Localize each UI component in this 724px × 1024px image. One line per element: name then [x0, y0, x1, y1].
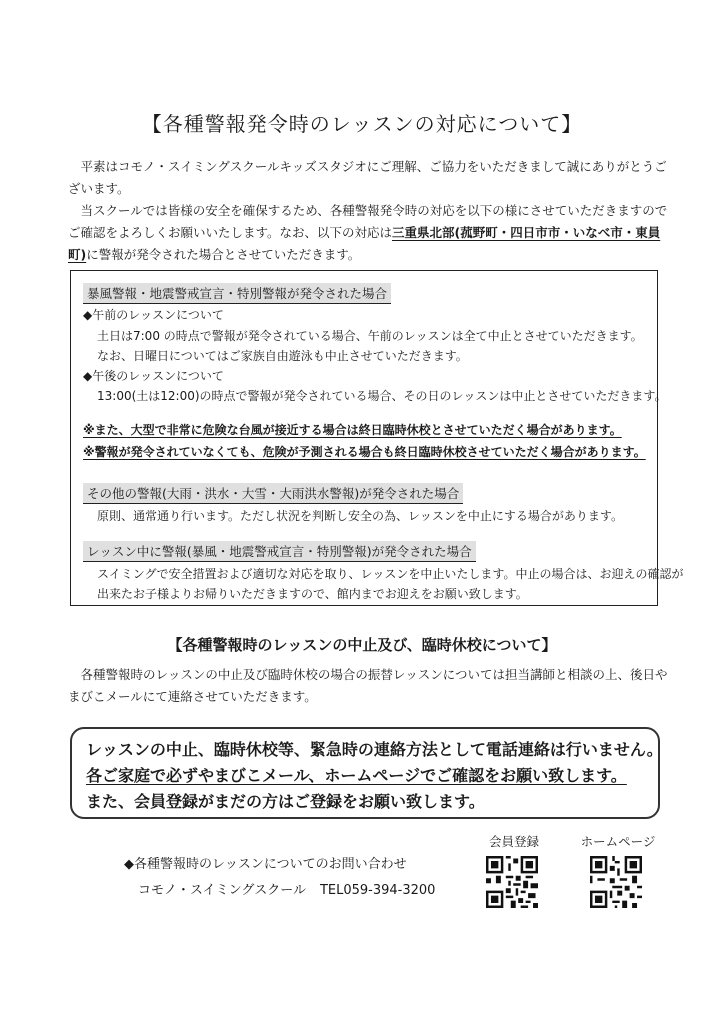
- storm-warning-header: 暴風警報・地震警戒宣言・特別警報が発令された場合: [83, 283, 391, 304]
- notice-line-1: レッスンの中止、臨時休校等、緊急時の連絡方法として電話連絡は行いません。: [86, 740, 663, 759]
- pm-lesson-line-1: 13:00(土は12:00)の時点で警報が発令されている場合、その日のレッスンは中止とさせていただきます。: [97, 389, 667, 403]
- page-title: 【各種警報発令時のレッスンの対応について】: [141, 112, 583, 136]
- intro-paragraph-2-start: 当スクールでは皆様の安全を確保するため、各種警報発令時の対応を以下の様にさせていただきますのでご確認をよろしくお願いいたします。なお、以下の対応は: [68, 203, 668, 240]
- homepage-label: ホームページ: [580, 834, 656, 849]
- warning-policy-box: [70, 270, 684, 606]
- phone-number: TEL059-394-3200: [319, 883, 436, 898]
- member-registration-qr-code[interactable]: [486, 856, 538, 908]
- notice-line-2: 各ご家庭で必ずやまびこメール、ホームページでご確認をお願い致します。: [86, 766, 627, 785]
- intro-paragraph-1: 平素はコモノ・スイミングスクールキッズスタジオにご理解、ご協力をいただきまして誠にありがとうございます。: [68, 159, 667, 196]
- intro-paragraph-2-end: に警報が発令された場合とさせていただきます。: [86, 247, 361, 262]
- danger-note: ※警報が発令されていなくても、危険が予測される場合も終日臨時休校させていただく場合があります。: [83, 445, 646, 459]
- contact-label: ◆各種警報時のレッスンについてのお問い合わせ: [124, 857, 407, 872]
- intro-text: [68, 156, 668, 266]
- member-registration-label: 会員登録: [488, 834, 539, 849]
- notice-line-3: また、会員登録がまだの方はご登録をお願い致します。: [86, 792, 485, 811]
- section-2-text: 各種警報時のレッスンの中止及び臨時休校の場合の振替レッスンについては担当講師と相談の上、後日やまびこメールにて連絡させていただきます。: [68, 667, 668, 704]
- during-lesson-line-1: スイミングで安全措置および適切な対応を取り、レッスンを中止いたします。中止の場合は、お迎えの確認が: [97, 567, 684, 581]
- target-area: 三重県北部(菰野町・四日市市・いなべ市・東員町): [68, 225, 661, 262]
- am-lesson-line-1: 土日は7:00 の時点で警報が発令されている場合、午前のレッスンは全て中止とさせていただきます。: [97, 329, 643, 343]
- am-lesson-line-2: なお、日曜日についてはご家族自由遊泳も中止させていただきます。: [97, 349, 468, 363]
- other-warning-header: その他の警報(大雨・洪水・大雪・大雨洪水警報)が発令された場合: [83, 483, 463, 504]
- homepage-qr-code[interactable]: [590, 856, 642, 908]
- contact-notice-box: [70, 727, 663, 819]
- am-lesson-title: ◆午前のレッスンについて: [83, 308, 224, 322]
- other-warning-line: 原則、通常通り行います。ただし状況を判断し安全の為、レッスンを中止にする場合があります。: [97, 509, 623, 523]
- contact-info: [124, 852, 435, 904]
- during-lesson-line-2: 出来たお子様よりお帰りいただきますので、館内までお迎えをお願い致します。: [97, 587, 528, 601]
- school-name: コモノ・スイミングスクール: [138, 883, 306, 898]
- section-2-title: 【各種警報時のレッスンの中止及び、臨時休校について】: [167, 636, 557, 654]
- during-lesson-header: レッスン中に警報(暴風・地震警戒宣言・特別警報)が発令された場合: [83, 541, 476, 562]
- contact-line: [124, 878, 435, 904]
- pm-lesson-title: ◆午後のレッスンについて: [83, 369, 224, 383]
- typhoon-note: ※また、大型で非常に危険な台風が接近する場合は終日臨時休校とさせていただく場合があります。: [83, 423, 622, 437]
- intro-paragraph-2: [68, 200, 668, 266]
